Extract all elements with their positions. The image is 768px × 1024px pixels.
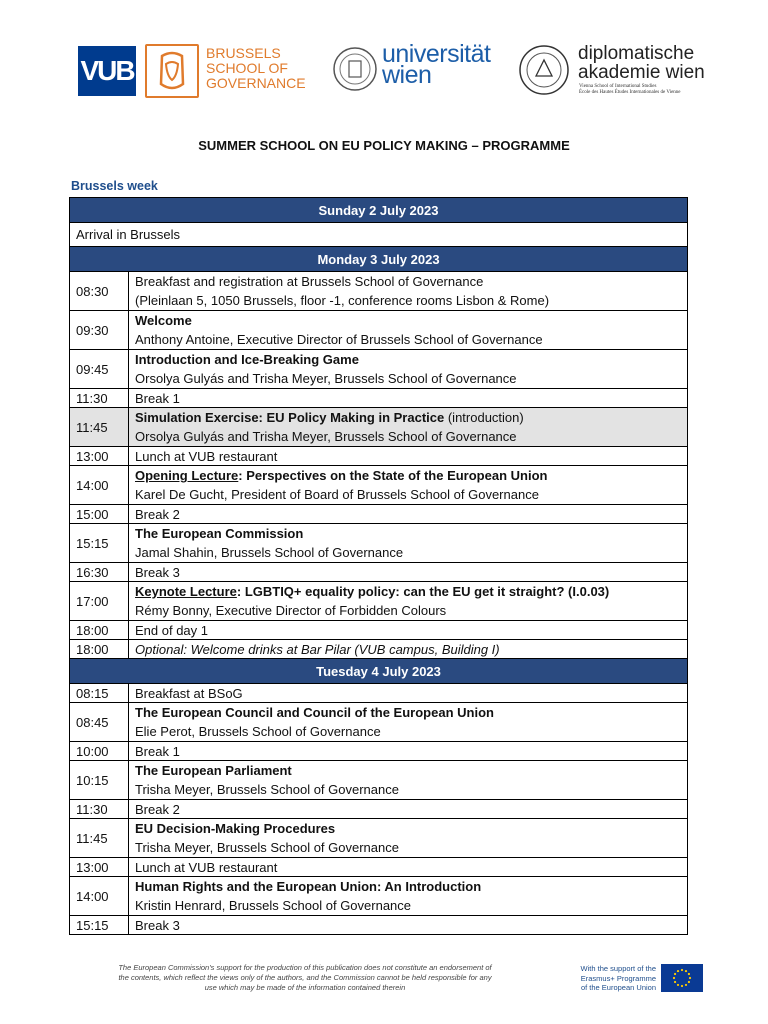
session-details: [129, 408, 688, 447]
session-details: [129, 350, 688, 389]
document-title: SUMMER SCHOOL ON EU POLICY MAKING – PROGRAMME: [198, 138, 570, 153]
eu-star-icon: [685, 984, 687, 986]
session-line-1: [135, 819, 681, 838]
session-line-1: [135, 390, 681, 407]
eu-star-icon: [677, 984, 679, 986]
session-line-2: Karel De Gucht, President of Board of Brussels School of Governance: [135, 487, 539, 502]
session-time: 08:30: [70, 272, 129, 311]
session-row: [70, 703, 688, 742]
session-row: [70, 563, 688, 582]
da-line: diplomatische: [578, 43, 695, 64]
session-row: [70, 916, 688, 935]
session-time: 08:15: [70, 684, 129, 703]
session-text: Lunch at VUB restaurant: [135, 448, 278, 464]
session-row: [70, 761, 688, 800]
session-row: [70, 800, 688, 819]
session-line-1: [135, 877, 681, 896]
session-line-1: [135, 743, 681, 760]
session-line-1: [135, 311, 681, 330]
uniwien-line: wien: [382, 61, 432, 89]
eu-star-icon: [689, 977, 691, 979]
session-row: [70, 389, 688, 408]
session-title: : LGBTIQ+ equality policy: can the EU get it straight? (I.0.03): [236, 584, 610, 599]
session-row: [70, 621, 688, 640]
session-type: Keynote Lecture: [135, 584, 237, 599]
session-line-1: [135, 622, 681, 639]
session-details: [129, 582, 688, 621]
session-details: [129, 447, 688, 466]
session-title: Introduction and Ice-Breaking Game: [135, 352, 359, 367]
bsog-line: BRUSSELS: [206, 45, 281, 61]
session-text: Break 1: [135, 743, 180, 759]
session-line-1: [135, 564, 681, 581]
eu-star-icon: [688, 981, 690, 983]
session-time: 13:00: [70, 858, 129, 877]
session-line-1: [135, 641, 681, 658]
session-row: [70, 524, 688, 563]
session-row: [70, 640, 688, 659]
session-row: [70, 447, 688, 466]
session-line-1: [135, 350, 681, 369]
session-time: 14:00: [70, 466, 129, 505]
session-time: 13:00: [70, 447, 129, 466]
session-text: End of day 1: [135, 622, 208, 638]
session-line-1: [135, 448, 681, 465]
session-time: 16:30: [70, 563, 129, 582]
session-title: The European Council and Council of the European Union: [135, 705, 494, 720]
session-details: [129, 389, 688, 408]
bsog-line: SCHOOL OF: [206, 60, 288, 76]
da-sub-line: École des Hautes Études Internationales de Vienne: [579, 90, 681, 95]
session-time: 09:30: [70, 311, 129, 350]
eu-disclaimer: The European Commission's support for the production of this publication does not constitute an endorsement of the contents, which reflect the views only of the authors, and the Commission cannot be held responsible for any use which may be made of the information contained therein: [118, 963, 492, 992]
session-details: [129, 703, 688, 742]
day-header-row: [70, 247, 688, 272]
session-details: [129, 311, 688, 350]
session-details: [129, 272, 688, 311]
session-row: [70, 877, 688, 916]
week-label: Brussels week: [71, 179, 158, 193]
session-title: Simulation Exercise: EU Policy Making in Practice: [135, 410, 445, 425]
session-time: 18:00: [70, 621, 129, 640]
session-time: 14:00: [70, 877, 129, 916]
session-line-1: [135, 506, 681, 523]
session-type: Opening Lecture: [135, 468, 239, 483]
session-line-2: (Pleinlaan 5, 1050 Brussels, floor -1, conference rooms Lisbon & Rome): [135, 293, 550, 308]
session-line-2: Elie Perot, Brussels School of Governance: [135, 724, 381, 739]
session-row: [70, 466, 688, 505]
session-row: [70, 819, 688, 858]
session-title: Welcome: [135, 313, 192, 328]
bsog-line: GOVERNANCE: [206, 75, 306, 91]
session-line-1: [135, 761, 681, 780]
session-line-2: Trisha Meyer, Brussels School of Governance: [135, 840, 399, 855]
session-text: Breakfast at BSoG: [135, 685, 243, 701]
session-title: : Perspectives on the State of the European Union: [238, 468, 548, 483]
session-row: [70, 858, 688, 877]
session-details: [129, 819, 688, 858]
session-title: The European Parliament: [135, 763, 292, 778]
session-time: 08:45: [70, 703, 129, 742]
session-line-1: [135, 466, 681, 485]
day-header-row: [70, 659, 688, 684]
day-header: Monday 3 July 2023: [70, 247, 688, 272]
session-line-2: Anthony Antoine, Executive Director of Brussels School of Governance: [135, 332, 543, 347]
da-line: akademie wien: [578, 62, 705, 83]
session-details: [129, 563, 688, 582]
session-time: 15:00: [70, 505, 129, 524]
session-line-2: Orsolya Gulyás and Trisha Meyer, Brussels School of Governance: [135, 429, 517, 444]
session-details: [129, 742, 688, 761]
session-time: 10:15: [70, 761, 129, 800]
session-line-2: Kristin Henrard, Brussels School of Governance: [135, 898, 412, 913]
eu-star-icon: [674, 981, 676, 983]
session-line-1: [135, 524, 681, 543]
programme-table: [69, 197, 688, 935]
session-line-1: [135, 582, 681, 601]
session-time: 15:15: [70, 524, 129, 563]
session-optional: Optional: Welcome drinks at Bar Pilar (VUB campus, Building I): [135, 641, 500, 657]
session-text: Breakfast and registration at Brussels School of Governance: [135, 274, 484, 289]
session-row: [70, 311, 688, 350]
session-time: 09:45: [70, 350, 129, 389]
arrival-text: Arrival in Brussels: [70, 223, 688, 247]
eu-star-icon: [681, 969, 683, 971]
session-row: [70, 684, 688, 703]
session-time: 11:45: [70, 819, 129, 858]
session-time: 18:00: [70, 640, 129, 659]
session-line-1: [135, 801, 681, 818]
session-text: Break 3: [135, 564, 180, 580]
session-line-2: Trisha Meyer, Brussels School of Governance: [135, 782, 399, 797]
eu-flag-icon: [661, 964, 703, 992]
session-time: 11:30: [70, 389, 129, 408]
day-header-row: [70, 198, 688, 223]
session-title: Human Rights and the European Union: An Introduction: [135, 879, 482, 894]
session-time: 17:00: [70, 582, 129, 621]
session-text: Break 2: [135, 801, 180, 817]
eu-star-icon: [681, 985, 683, 987]
session-details: [129, 640, 688, 659]
bsog-logo-text: [206, 46, 306, 91]
session-line-2: Rémy Bonny, Executive Director of Forbidden Colours: [135, 603, 447, 618]
session-text: Break 1: [135, 390, 180, 406]
session-details: [129, 684, 688, 703]
session-row: [70, 505, 688, 524]
session-time: 10:00: [70, 742, 129, 761]
eu-star-icon: [685, 970, 687, 972]
session-row: [70, 742, 688, 761]
da-seal-icon: [518, 44, 570, 96]
session-time: 11:30: [70, 800, 129, 819]
eu-star-icon: [673, 977, 675, 979]
session-details: [129, 858, 688, 877]
day-header: Sunday 2 July 2023: [70, 198, 688, 223]
session-row: [70, 582, 688, 621]
session-line-1: [135, 408, 681, 427]
eu-support-line: With the support of the: [580, 964, 656, 973]
session-line-1: [135, 703, 681, 722]
session-line-2: Orsolya Gulyás and Trisha Meyer, Brussels School of Governance: [135, 371, 517, 386]
session-details: [129, 505, 688, 524]
session-time: 11:45: [70, 408, 129, 447]
session-title: EU Decision-Making Procedures: [135, 821, 336, 836]
session-details: [129, 800, 688, 819]
eu-star-icon: [688, 973, 690, 975]
uniwien-line: universität: [382, 40, 491, 68]
session-line-1: [135, 859, 681, 876]
session-text: Lunch at VUB restaurant: [135, 859, 278, 875]
session-details: [129, 621, 688, 640]
session-details: [129, 877, 688, 916]
session-line-1: [135, 917, 681, 934]
eu-star-icon: [677, 970, 679, 972]
session-line-2: Jamal Shahin, Brussels School of Governance: [135, 545, 404, 560]
session-details: [129, 466, 688, 505]
session-row: [70, 350, 688, 389]
session-row: [70, 272, 688, 311]
logo-bar: [0, 38, 768, 108]
da-logo-text: [578, 44, 705, 82]
eu-support-text: [560, 964, 656, 993]
session-line-1: [135, 685, 681, 702]
da-subtitle: [579, 84, 681, 96]
da-sub-line: Vienna School of International Studies: [579, 84, 657, 89]
session-time: 15:15: [70, 916, 129, 935]
session-details: [129, 524, 688, 563]
eu-support-line: Erasmus+ Programme: [580, 973, 656, 983]
session-line-1: [135, 272, 681, 291]
session-details: [129, 761, 688, 800]
owl-icon: [145, 44, 199, 98]
uniwien-logo-text: [382, 40, 491, 89]
session-details: [129, 916, 688, 935]
session-text: Break 2: [135, 506, 180, 522]
session-text: Break 3: [135, 917, 180, 933]
day-header: Tuesday 4 July 2023: [70, 659, 688, 684]
session-row: [70, 408, 688, 447]
eu-support-line: of the European Union: [580, 983, 656, 992]
session-title-suffix: (introduction): [444, 410, 524, 425]
vub-logo: VUB: [78, 46, 136, 96]
session-title: The European Commission: [135, 526, 304, 541]
arrival-row: [70, 223, 688, 247]
uniwien-seal-icon: [332, 46, 378, 92]
eu-star-icon: [674, 973, 676, 975]
